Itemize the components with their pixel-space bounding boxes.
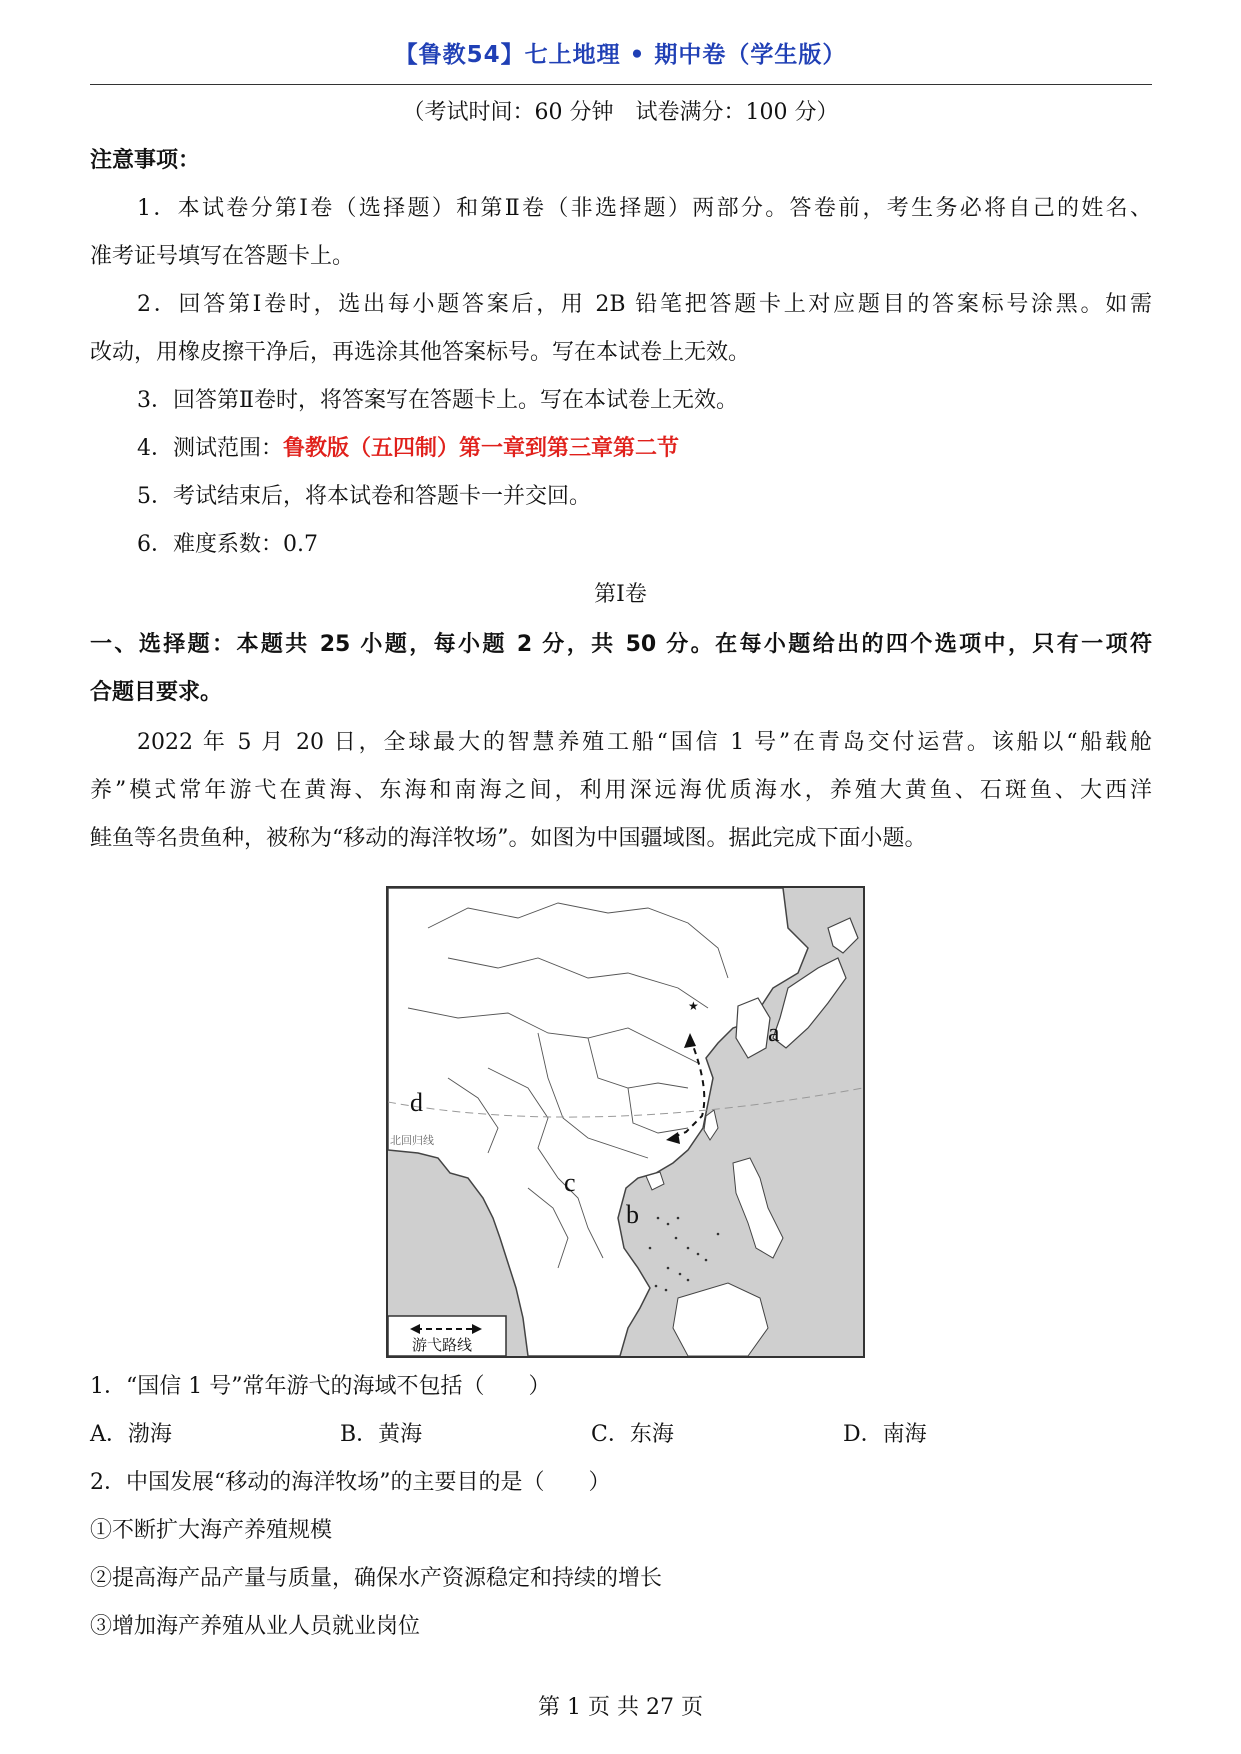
q1-option-d[interactable]: D．南海 [843,1422,927,1447]
passage-line-3: 鲑鱼等名贵鱼种，被称为“移动的海洋牧场”。如图为中国疆域图。据此完成下面小题。 [90,826,927,851]
q2-choice-2: ②提高海产品产量与质量，确保水产资源稳定和持续的增长 [90,1566,663,1591]
section-instruction-line-2: 合题目要求。 [90,680,223,705]
header-divider [90,84,1152,85]
volume-title: 第Ⅰ卷 [594,582,647,607]
notice-item-3: 3．回答第Ⅱ卷时，将答案写在答题卡上。写在本试卷上无效。 [137,388,738,413]
section-instruction-line-1: 一、选择题：本题共 25 小题，每小题 2 分，共 50 分。在每小题给出的四个选项中，只有一项符 [90,632,1152,657]
header-title: 【鲁教54】七上地理 • 期中卷（学生版） [394,42,847,68]
notice-item-5: 5．考试结束后，将本试卷和答题卡一并交回。 [137,484,591,509]
map-label-a: a [768,1018,780,1047]
notice-item-6: 6．难度系数：0.7 [137,532,318,557]
question-1-stem: 1．“国信 1 号”常年游弋的海域不包括（ ） [90,1374,551,1399]
notice-item-1-line-1: 1．本试卷分第Ⅰ卷（选择题）和第Ⅱ卷（非选择题）两部分。答卷前，考生务必将自己的姓名、 [137,196,1152,221]
passage-line-2: 养”模式常年游弋在黄海、东海和南海之间，利用深远海优质海水，养殖大黄鱼、石斑鱼、大西洋 [90,778,1152,803]
passage-line-1: 2022 年 5 月 20 日，全球最大的智慧养殖工船“国信 1 号”在青岛交付运营。该船以“船载舱 [137,730,1152,755]
notice-item-2-line-1: 2．回答第Ⅰ卷时，选出每小题答案后，用 2B 铅笔把答题卡上对应题目的答案标号涂黑。如需 [137,292,1152,317]
tropic-label: 北回归线 [390,1134,434,1147]
exam-info: （考试时间：60 分钟 试卷满分：100 分） [402,100,839,125]
q1-option-a[interactable]: A．渤海 [90,1422,172,1447]
q2-choice-1: ①不断扩大海产养殖规模 [90,1518,333,1543]
page-number: 第 1 页 共 27 页 [538,1695,703,1720]
capital-star-icon: ★ [688,999,699,1013]
question-2-stem: 2．中国发展“移动的海洋牧场”的主要目的是（ ） [90,1470,611,1495]
map-label-c: c [564,1168,576,1197]
map-label-b: b [626,1200,639,1229]
china-territory-map [386,886,865,1358]
notice-item-4-prefix: 4．测试范围： [137,436,283,461]
notice-item-2-line-2: 改动，用橡皮擦干净后，再选涂其他答案标号。写在本试卷上无效。 [90,340,751,365]
map-label-d: d [410,1088,423,1117]
test-range: 鲁教版（五四制）第一章到第三章第二节 [283,436,680,461]
notice-item-4 [137,434,679,464]
q1-option-b[interactable]: B．黄海 [340,1422,423,1447]
notice-heading: 注意事项： [90,148,201,173]
q2-choice-3: ③增加海产养殖从业人员就业岗位 [90,1614,421,1639]
legend-label: 游弋路线 [412,1336,473,1354]
q1-option-c[interactable]: C．东海 [591,1422,674,1447]
notice-item-1-line-2: 准考证号填写在答题卡上。 [90,244,355,269]
